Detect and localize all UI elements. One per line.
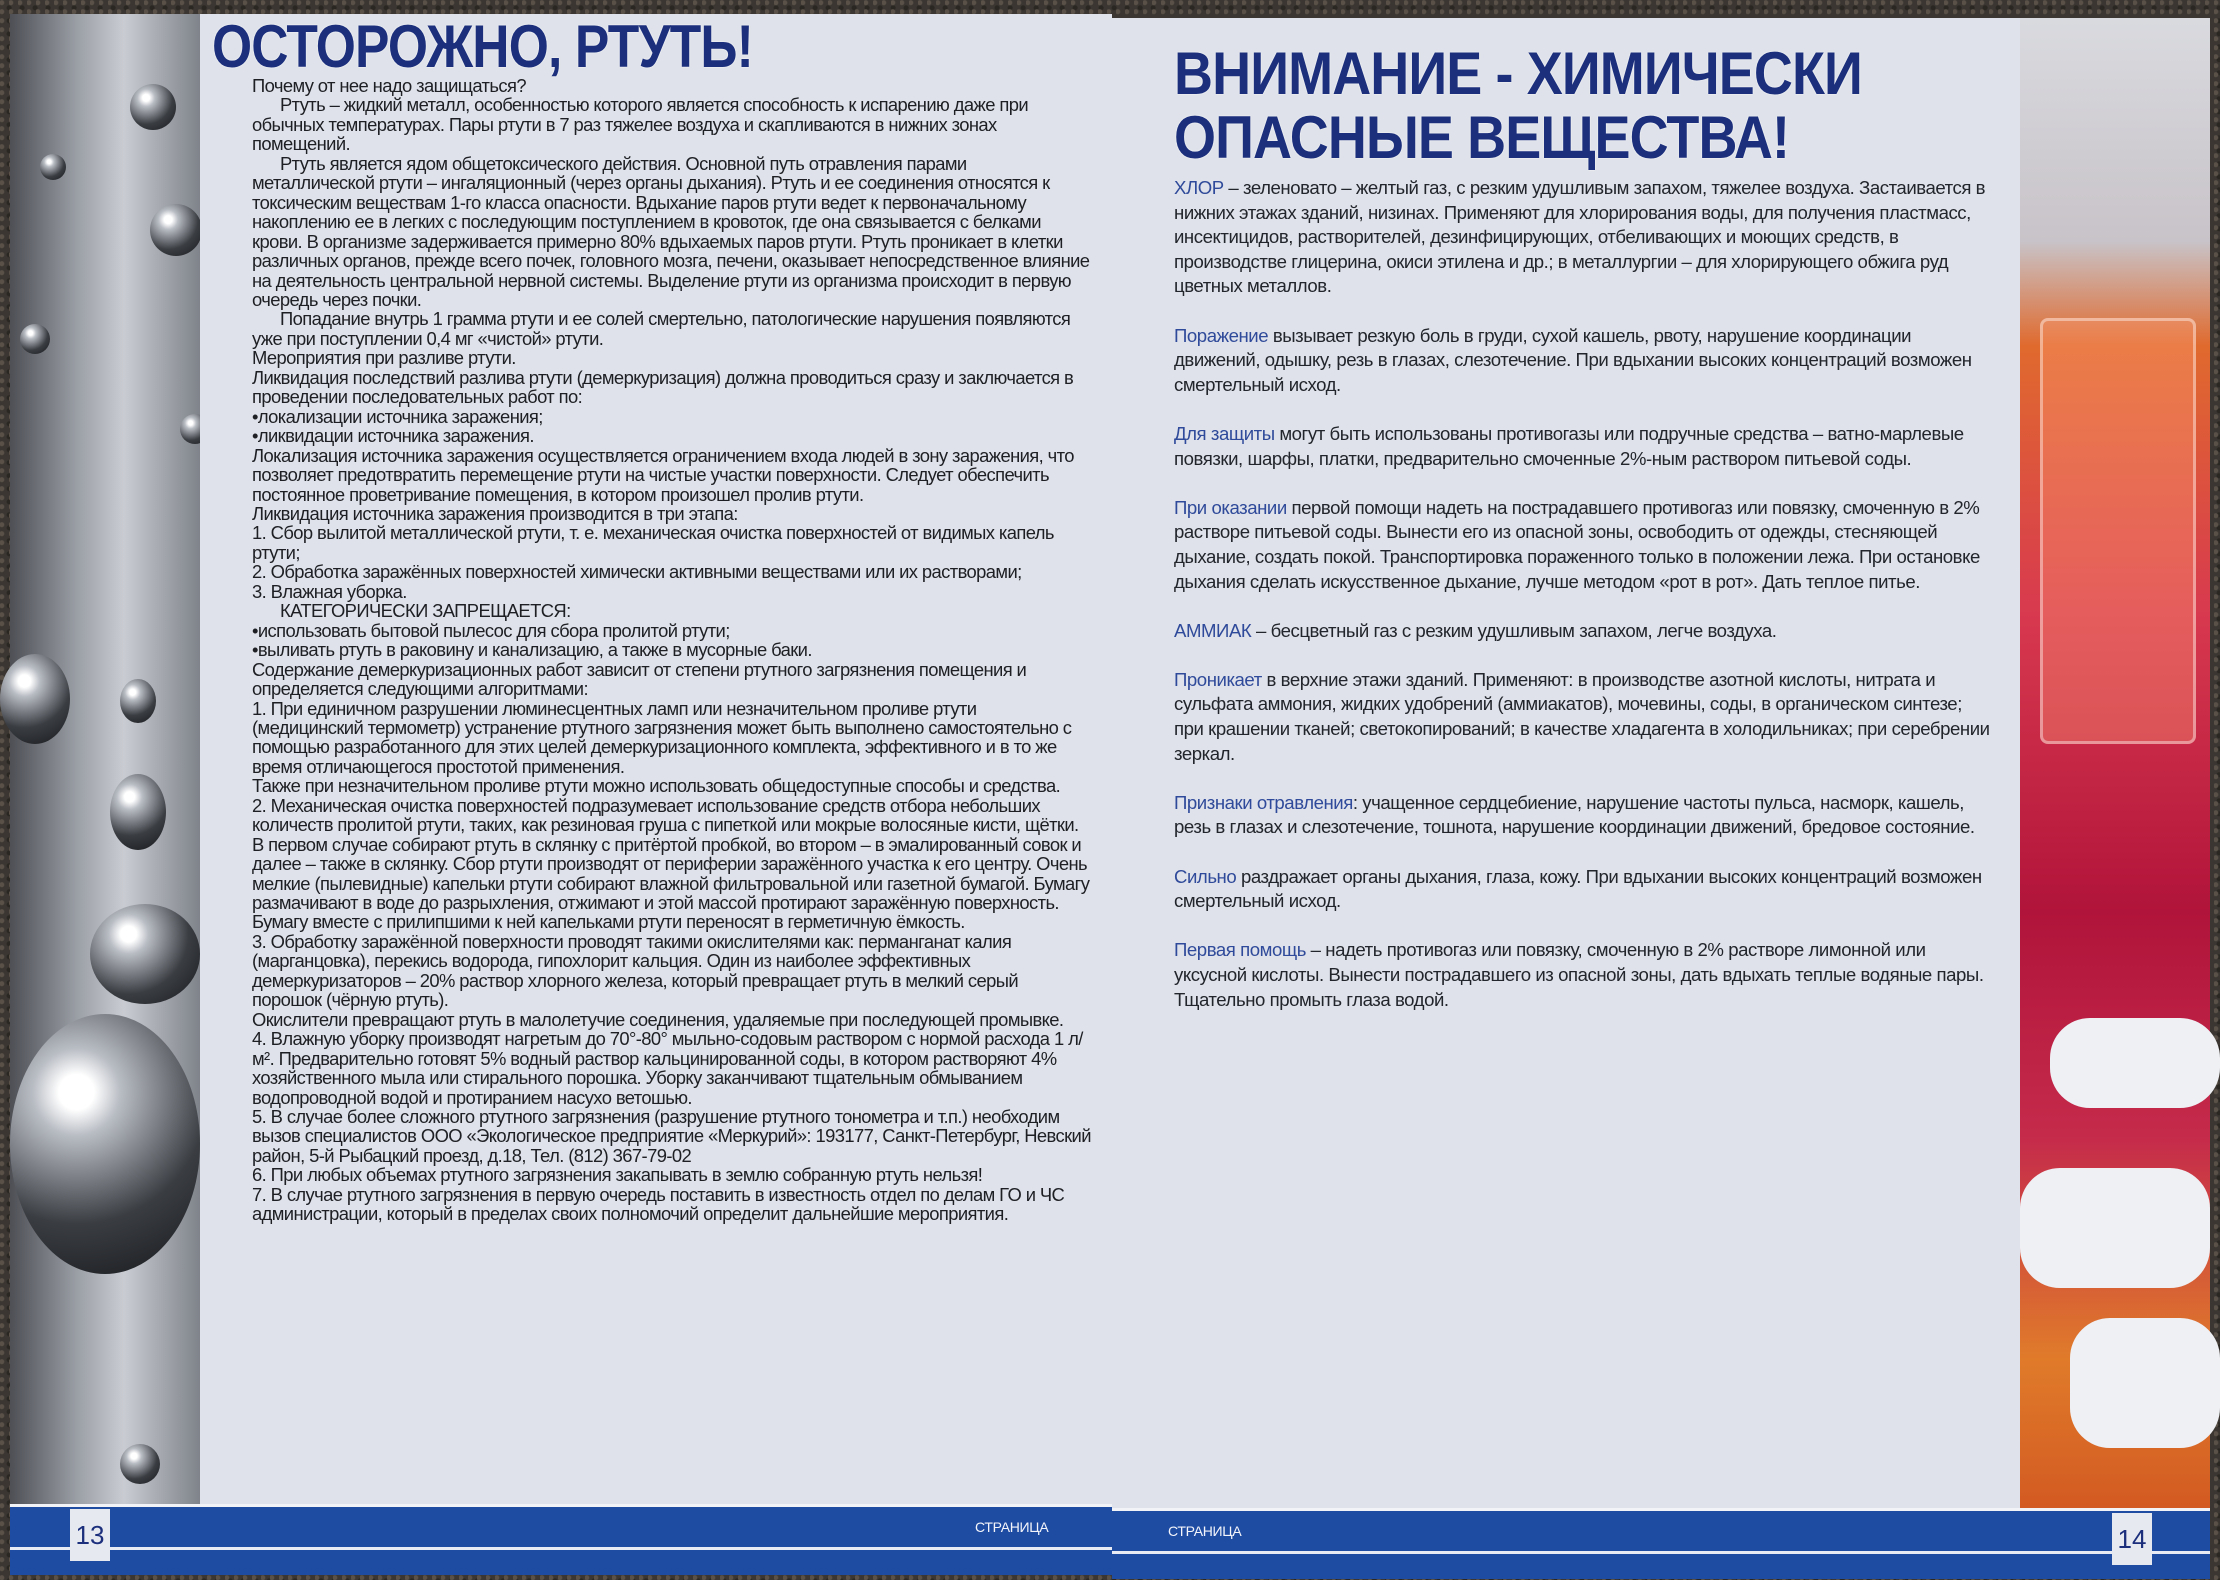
paragraph: 2. Обработка заражённых поверхностей химически активными веществами или их растворами; — [252, 561, 1022, 583]
page-title — [1174, 42, 1862, 170]
footer-rule — [1112, 1551, 2210, 1554]
title-line-2: ОПАСНЫЕ ВЕЩЕСТВА! — [1174, 104, 1790, 171]
paragraph: 1. Сбор вылитой металлической ртути, т. е. механическая очистка поверхностей от видимых капель ртути; — [252, 522, 1054, 563]
paragraph — [1174, 176, 1994, 299]
paragraph — [1174, 865, 1994, 914]
paragraph: 4. Влажную уборку производят нагретым до 70°-80° мыльно-содовым раствором с нормой расхода 1 л/м². Предварительно готовят 5% водный раствор кальцинированной соды, в котором растворяют 4% хозяйственного мыла или стирального порошка. Уборку заканчивают тщательным обмыванием водопроводной водой и протиранием насухо ветошью. — [252, 1028, 1083, 1108]
paragraph: 2. Механическая очистка поверхностей подразумевает использование средств отбора небольших количеств пролитой ртути, таких, как резиновая груша с пипеткой или мокрые волосяные кисти, щётки. — [252, 794, 1079, 836]
paragraph-text: вызывает резкую боль в груди, сухой кашель, рвоту, нарушение координации движений, одышку, резь в глазах, слезотечение. При вдыхании высоких концентраций возможен смертельный исход. — [1174, 324, 1972, 395]
footer-rule — [10, 1547, 1112, 1550]
mercury-article-body — [252, 76, 1092, 1224]
beaker-image — [2040, 318, 2196, 744]
page-title: ОСТОРОЖНО, РТУТЬ! — [212, 13, 753, 80]
paragraph-lead: Сильно — [1174, 865, 1237, 887]
paragraph — [1174, 791, 1994, 840]
paragraph-lead: АММИАК — [1174, 619, 1252, 641]
paragraph: Почему от нее надо защищаться? — [252, 75, 526, 96]
paragraph: Ртуть – жидкий металл, особенностью которого является способность к испарению даже при обычных температурах. Пары ртути в 7 раз тяжелее воздуха и скапливаются в нижних зонах помещений. — [252, 94, 1028, 155]
chemistry-lab-image — [2020, 18, 2210, 1508]
paragraph-lead: При оказании — [1174, 496, 1287, 518]
chemicals-article-body — [1174, 176, 1994, 1037]
paragraph-lead: Признаки отравления — [1174, 791, 1353, 813]
paragraph-text: первой помощи надеть на пострадавшего противогаз или повязку, смоченную в 2% растворе питьевой соды. Вынести его из опасной зоны, освободить от одежды, стесняющей дыхание, создать покой. Транспортировка пораженного только в положении лежа. При остановке дыхания сделать искусственное дыхание, лучше методом «рот в рот». Дать теплое питье. — [1174, 496, 1980, 592]
footer-label: СТРАНИЦА — [1168, 1523, 1242, 1539]
paragraph-text: – бесцветный газ с резким удушливым запахом, легче воздуха. — [1251, 619, 1777, 641]
title-line-1: ВНИМАНИЕ - ХИМИЧЕСКИ — [1174, 40, 1862, 107]
paragraph-lead: Первая помощь — [1174, 939, 1306, 961]
right-page-sheet — [1112, 18, 2020, 1508]
paragraph-lead: ХЛОР — [1174, 177, 1224, 198]
paragraph: КАТЕГОРИЧЕСКИ ЗАПРЕЩАЕТСЯ: — [280, 600, 571, 622]
paragraph-text: : учащенное сердцебиение, нарушение частоты пульса, насморк, кашель, резь в глазах и слезотечение, тошнота, нарушение координации движений, бредовое состояние. — [1174, 791, 1975, 838]
left-page — [10, 14, 1112, 1574]
paragraph: Ликвидация источника заражения производится в три этапа: — [252, 502, 738, 524]
paragraph: 6. При любых объемах ртутного загрязнения закапывать в землю собранную ртуть нельзя! — [252, 1164, 983, 1186]
paragraph: Локализация источника заражения осуществляется ограничением входа людей в зону заражения, что позволяет предотвратить перемещение ртути на чистые участки поверхности. Следует обеспечить постоянное проветривание помещения, в котором произошел пролив ртути. — [252, 444, 1074, 505]
paragraph-text: раздражает органы дыхания, глаза, кожу. При вдыхании высоких концентраций возможен смертельный исход. — [1174, 865, 1982, 912]
page-footer — [1112, 1508, 2210, 1579]
left-page-sheet — [200, 14, 1112, 1504]
paragraph — [1174, 422, 1994, 471]
paragraph-lead: Проникает — [1174, 668, 1262, 690]
paragraph: 5. В случае более сложного ртутного загрязнения (разрушение ртутного тонометра и т.п.) необходим вызов специалистов ООО «Экологическое предприятие «Меркурий»: 193177, Санкт-Петербург, Невский район, 5-й Рыбацкий проезд, д.18, Тел. (812) 367-79-02 — [252, 1106, 1091, 1166]
mercury-drops-image — [10, 14, 200, 1504]
paragraph: Попадание внутрь 1 грамма ртути и ее солей смертельно, патологические нарушения появляются уже при поступлении 0,4 мг «чистой» ртути. — [252, 308, 1071, 349]
paragraph: 1. При единичном разрушении люминесцентных ламп или незначительном проливе ртути (медицинский термометр) устранение ртутного загрязнения может быть выполнено самостоятельно с помощью разработанного для этих целей демеркуризационного комплекта, эффективного и в то же время отличающегося простотой применения. — [252, 697, 1072, 777]
paragraph: •выливать ртуть в раковину и канализацию, а также в мусорные баки. — [252, 639, 812, 661]
paragraph: Ртуть является ядом общетоксического действия. Основной путь отравления парами металлической ртути – ингаляционный (через органы дыхания). Ртуть и ее соединения относятся к токсическим веществам 1-го класса опасности. Вдыхание паров ртути ведет к первоначальному накоплению ее в легких с последующим поступлением в кровоток, где она связывается с белками крови. В организме задерживается примерно 80% вдыхаемых паров ртути. Ртуть проникает в клетки различных органов, прежде всего почек, головного мозга, печени, оказывает непосредственное влияние на деятельность центральной нервной системы. Выделение ртути из организма происходит в первую очередь через почки. — [252, 152, 1090, 310]
paragraph-lead: Для защиты — [1174, 422, 1275, 444]
paragraph: 3. Влажная уборка. — [252, 580, 407, 602]
paragraph-text: в верхние этажи зданий. Применяют: в производстве азотной кислоты, нитрата и сульфата аммония, жидких удобрений (аммиакатов), мочевины, соды, в органическом синтезе; при крашении тканей; светокопирований; в качестве хладагента в холодильниках; при серебрении зеркал. — [1174, 668, 1990, 764]
paragraph: •ликвидации источника заражения. — [252, 425, 534, 447]
page-number: 14 — [2112, 1513, 2152, 1565]
paragraph-text: могут быть использованы противогазы или подручные средства – ватно-марлевые повязки, шарфы, платки, предварительно смоченные 2%-ным раствором питьевой соды. — [1174, 422, 1964, 469]
paragraph: 3. Обработку заражённой поверхности проводят такими окислителями как: перманганат калия (марганцовка), перекись водорода, гипохлорит кальция. Один из наиболее эффективных демеркуризаторов – 20% раствор хлорного железа, который превращает ртуть в мелкий серый порошок (чёрную ртуть). — [252, 930, 1019, 1011]
paragraph: •использовать бытовой пылесос для сбора пролитой ртути; — [252, 619, 730, 641]
paragraph — [1174, 496, 1994, 594]
paragraph-text: – зеленовато – желтый газ, с резким удушливым запахом, тяжелее воздуха. Застаивается в нижних этажах зданий, низинах. Применяют для хлорирования воды, для получения пластмасс, инсектицидов, растворителей, дезинфицирующих, отбеливающих и моющих средств, в производстве глицерина, окиси этилена и др.; в металлургии – для хлорирующего обжига руд цветных металлов. — [1174, 177, 1986, 297]
paragraph: Окислители превращают ртуть в малолетучие соединения, удаляемые при последующей промывке. — [252, 1008, 1064, 1030]
paragraph — [1174, 668, 1994, 766]
right-page — [1112, 18, 2210, 1578]
footer-label: СТРАНИЦА — [975, 1519, 1049, 1535]
page-number: 13 — [70, 1509, 110, 1561]
page-footer — [10, 1504, 1112, 1575]
paragraph: 7. В случае ртутного загрязнения в первую очередь поставить в известность отдел по делам ГО и ЧС администрации, который в пределах своих полномочий определит дальнейшие мероприятия. — [252, 1183, 1065, 1225]
paragraph-text: – надеть противогаз или повязку, смоченную в 2% растворе лимонной или уксусной кислоты. Вынести пострадавшего из опасной зоны, дать вдыхать теплые водяные пары. Тщательно промыть глаза водой. — [1174, 939, 1984, 1010]
paragraph: •локализации источника заражения; — [252, 405, 543, 427]
paragraph — [1174, 938, 1994, 1012]
paragraph: Также при незначительном проливе ртути можно использовать общедоступные способы и средства. — [252, 775, 1061, 797]
paragraph — [1174, 324, 1994, 398]
paragraph: Содержание демеркуризационных работ зависит от степени ртутного загрязнения помещения и определяется следующими алгоритмами: — [252, 658, 1027, 700]
paragraph — [1174, 619, 1994, 644]
paragraph: В первом случае собирают ртуть в склянку с притёртой пробкой, во втором – в эмалированный совок и далее – также в склянку. Сбор ртути производят от периферии заражённого участка к его центру. Очень мелкие (пылевидные) капельки ртути собирают влажной фильтровальной или газетной бумагой. Бумагу размачивают в воде до разрыхления, отжимают и этой массой протирают заражённую поверхность. Бумагу вместе с прилипшими к ней капельками ртути переносят в герметичную ёмкость. — [252, 833, 1090, 933]
paragraph: Ликвидация последствий разлива ртути (демеркуризация) должна проводиться сразу и заключается в проведении последовательных работ по: — [252, 366, 1074, 408]
paragraph-lead: Поражение — [1174, 324, 1269, 346]
paragraph: Мероприятия при разливе ртути. — [252, 347, 516, 369]
